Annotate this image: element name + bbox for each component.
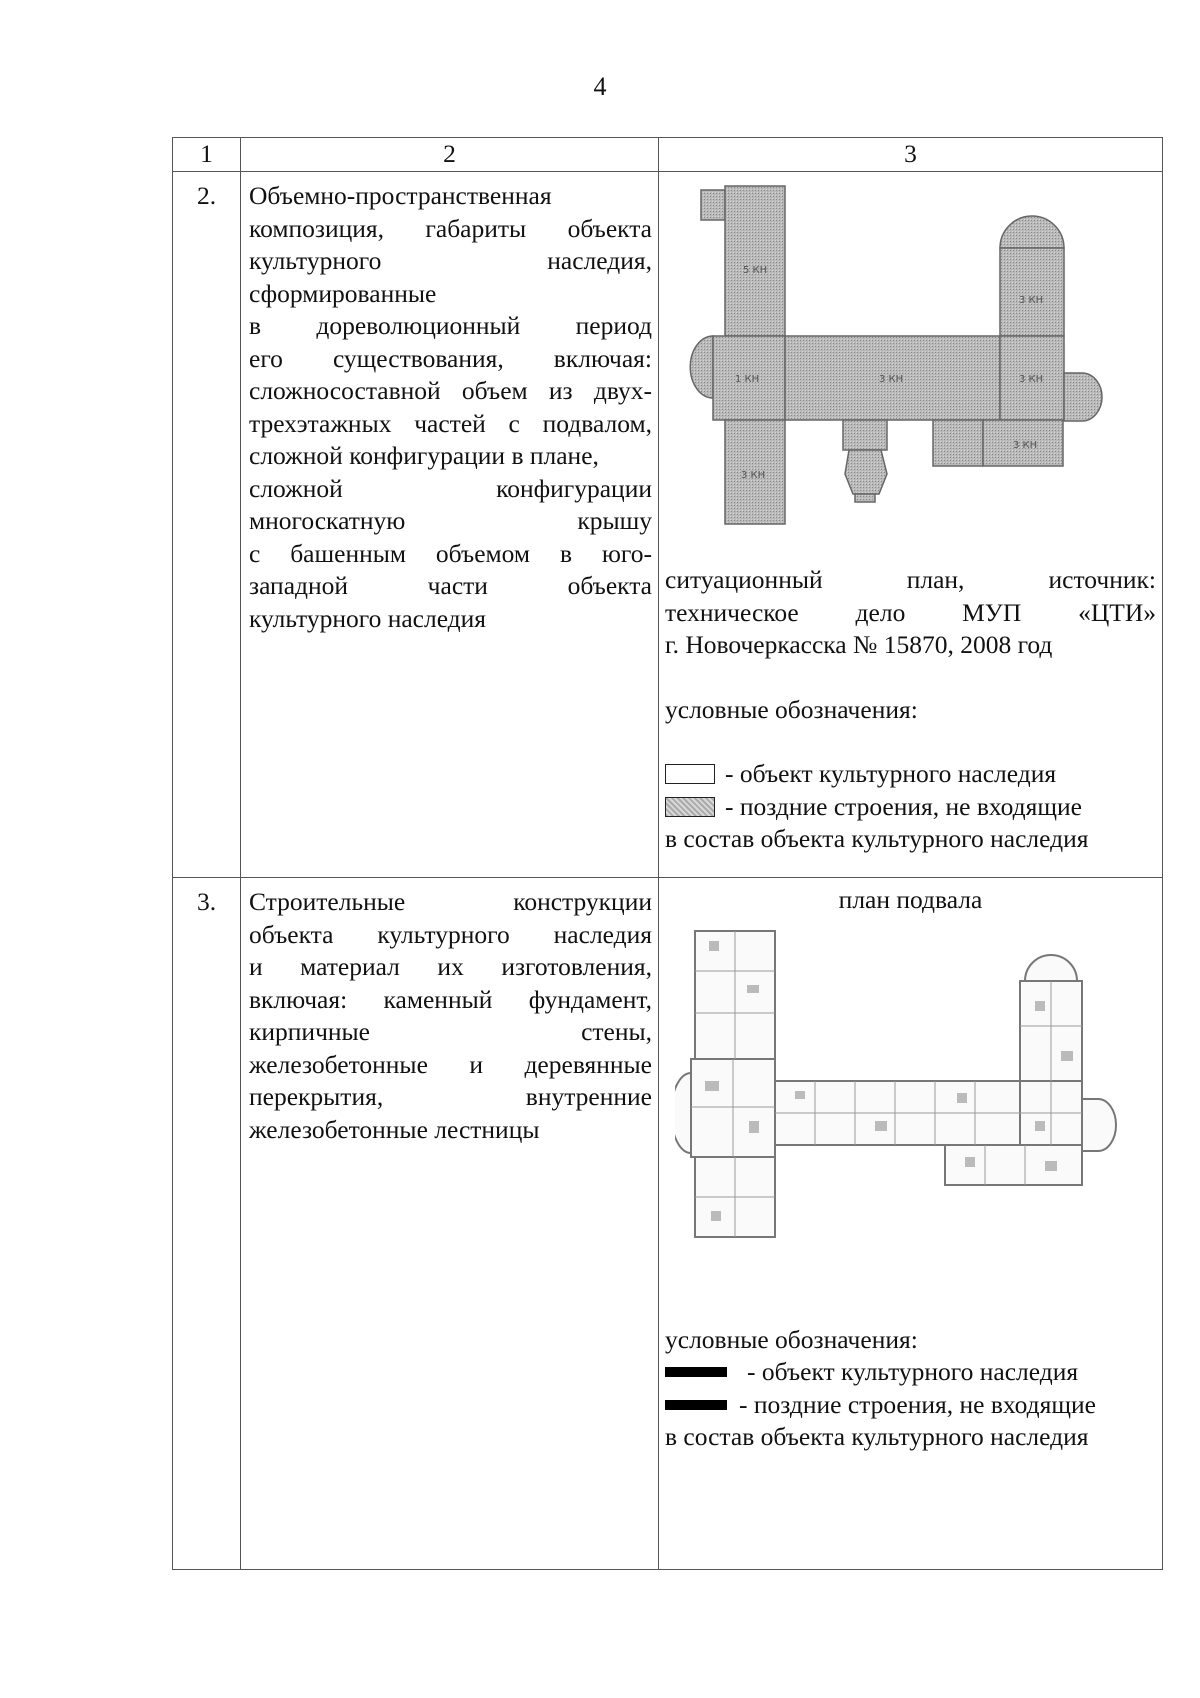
plan-label: 3 КН — [1019, 295, 1044, 306]
legend-title: условные обозначения: — [665, 1324, 918, 1354]
legend-tail: в состав объекта культурного наследия — [665, 1422, 1089, 1451]
legend-text: - объект культурного наследия — [747, 1357, 1079, 1386]
situation-plan-image — [683, 178, 1113, 558]
table-header-row — [173, 138, 1163, 172]
plan-label: 5 КН — [743, 265, 768, 276]
description-line: композиция, габариты объекта — [249, 213, 652, 243]
row-illustration — [659, 878, 1163, 1570]
description-line: железобетонные и деревянные — [249, 1049, 652, 1079]
description-line: Объемно-пространственная — [249, 181, 552, 210]
plan-caption-line: г. Новочеркасска № 15870, 2008 год — [665, 630, 1053, 659]
row-description — [241, 172, 659, 878]
description-line: кирпичные стены, — [249, 1017, 652, 1046]
plan-label: 1 КН — [735, 374, 760, 385]
legend-item — [665, 1389, 1156, 1422]
basement-plan-image — [675, 921, 1135, 1246]
row-number: 2. — [173, 172, 241, 878]
header-col-1: 1 — [173, 138, 241, 172]
description-line: сложной конфигурации — [249, 473, 652, 503]
description-line: сформированные — [249, 278, 437, 308]
description-line: многоскатную крышу — [249, 506, 652, 535]
legend-item — [665, 758, 1156, 791]
description-line: его существования, включая: — [249, 343, 652, 373]
plan-caption-line: ситуационный план, источник: — [665, 565, 1156, 594]
description-line: объекта культурного наследия — [249, 919, 652, 949]
plan-label: 3 КН — [1019, 374, 1044, 385]
plan-caption-line: техническое дело МУП «ЦТИ» — [665, 597, 1156, 627]
legend-title: условные обозначения: — [665, 694, 918, 724]
description-line: сложносоставной объем из двух- — [249, 376, 652, 405]
plan-label: 3 КН — [1013, 440, 1038, 451]
outline-rectangle-icon — [665, 764, 715, 784]
header-col-2: 2 — [241, 138, 659, 172]
description-line: сложной конфигурации в плане, — [249, 441, 599, 470]
black-bar-icon — [665, 1400, 727, 1410]
legend-text: - поздние строения, не входящие — [725, 791, 1082, 821]
table-row — [173, 172, 1163, 878]
hatched-rectangle-icon — [665, 797, 715, 817]
description-line: перекрытия, внутренние — [249, 1082, 652, 1111]
description-line: Строительные конструкции — [249, 887, 652, 916]
row-illustration — [659, 172, 1163, 878]
row-description — [241, 878, 659, 1570]
legend-text: - объект культурного наследия — [725, 759, 1057, 788]
description-line: и материал их изготовления, — [249, 952, 652, 981]
table-row — [173, 878, 1163, 1570]
plan-label: 3 КН — [741, 470, 766, 481]
description-line: трехэтажных частей с подвалом, — [249, 408, 652, 438]
header-col-3: 3 — [659, 138, 1163, 172]
description-line: железобетонные лестницы — [249, 1114, 540, 1144]
black-bar-icon — [665, 1367, 727, 1377]
description-line: культурного наследия — [249, 603, 487, 633]
legend-item — [665, 1356, 1156, 1389]
description-line: включая: каменный фундамент, — [249, 984, 652, 1014]
page-number: 4 — [593, 72, 607, 101]
legend-text: - поздние строения, не входящие — [739, 1389, 1096, 1419]
row-number: 3. — [173, 878, 241, 1570]
heritage-table — [172, 137, 1163, 1570]
legend-item — [665, 791, 1156, 824]
plan-label: 3 КН — [879, 374, 904, 385]
legend-tail: в состав объекта культурного наследия — [665, 824, 1089, 853]
description-line: с башенным объемом в юго- — [249, 538, 652, 568]
plan-title: план подвала — [838, 885, 983, 914]
description-line: западной части объекта — [249, 571, 652, 600]
description-line: культурного наследия, — [249, 246, 652, 275]
description-line: в дореволюционный период — [249, 311, 652, 340]
